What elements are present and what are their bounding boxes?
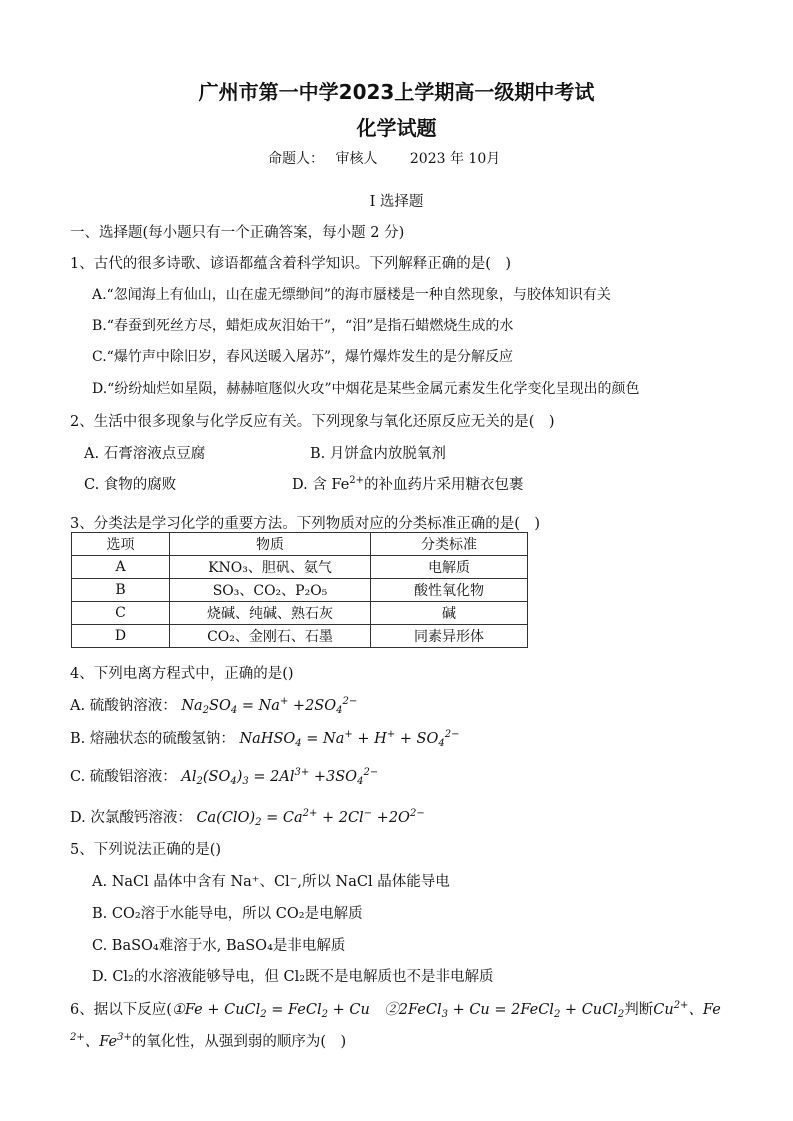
section-instruction: 一、选择题(每小题只有一个正确答案，每小题 2 分) bbox=[70, 225, 405, 241]
table-cell: CO₂、金刚石、石墨 bbox=[170, 625, 371, 648]
question-4-stem: 4、下列电离方程式中，正确的是() bbox=[70, 666, 294, 682]
table-cell: 同素异形体 bbox=[371, 625, 528, 648]
question-3-stem: 3、分类法是学习化学的重要方法。下列物质对应的分类标准正确的是( ) bbox=[70, 516, 541, 532]
question-6-line-1 bbox=[70, 998, 721, 1020]
equation-b: NaHSO$_4$ = $Na^+ + H^+ + SO_4^{2-}$ bbox=[239, 729, 460, 749]
reaction-1: ①Fe + CuCl$_2$ = FeCl$_2$ + Cu ②2FeCl$_3$ + Cu = 2FeCl$_2$ + CuCl$_2$ bbox=[171, 1002, 625, 1020]
question-1-option-c: C.“爆竹声中除旧岁，春风送暖入屠苏”，爆竹爆炸发生的是分解反应 bbox=[92, 349, 513, 365]
question-4-option-c-label: C. 硫酸铝溶液： bbox=[70, 769, 177, 785]
ion-list-2: $^{2+}$、$Fe^{3+}$ bbox=[70, 1032, 132, 1050]
question-5-option-d: D. Cl₂的水溶液能够导电，但 Cl₂既不是电解质也不是非电解质 bbox=[92, 969, 494, 985]
table-cell: C bbox=[72, 602, 170, 625]
question-2-option-d-pre: D. 含 Fe bbox=[292, 477, 350, 493]
table-row bbox=[72, 556, 528, 579]
table-cell: 烧碱、纯碱、熟石灰 bbox=[170, 602, 371, 625]
exam-title: 广州市第一中学2023上学期高一级期中考试 bbox=[198, 80, 595, 104]
question-4-option-a bbox=[70, 694, 357, 716]
question-5-option-b: B. CO₂溶于水能导电，所以 CO₂是电解质 bbox=[92, 906, 363, 922]
question-2-stem: 2、生活中很多现象与化学反应有关。下列现象与氧化还原反应无关的是( ) bbox=[70, 414, 555, 430]
table-cell: KNO₃、胆矾、氨气 bbox=[170, 556, 371, 579]
ion-list-1: $Cu^{2+}$、Fe bbox=[653, 1000, 721, 1018]
table-cell: 碱 bbox=[371, 602, 528, 625]
question-1-option-a: A.“忽闻海上有仙山，山在虚无缥缈间”的海市蜃楼是一种自然现象，与胶体知识有关 bbox=[92, 287, 611, 303]
exam-subtitle: 化学试题 bbox=[356, 116, 437, 140]
question-4-option-a-label: A. 硫酸钠溶液： bbox=[70, 698, 177, 714]
question-4-option-d bbox=[70, 806, 425, 828]
question-6-line-2-post: 的氧化性，从强到弱的顺序为( ) bbox=[131, 1034, 347, 1050]
question-2-option-d bbox=[292, 473, 524, 494]
question-4-option-b bbox=[70, 727, 460, 749]
question-5-stem: 5、下列说法正确的是() bbox=[70, 842, 222, 858]
question-2-option-a: A. 石膏溶液点豆腐 bbox=[84, 446, 206, 462]
table-header-row bbox=[72, 533, 528, 556]
table-cell: SO₃、CO₂、P₂O₅ bbox=[170, 579, 371, 602]
question-1-option-d: D.“纷纷灿烂如星陨，赫赫喧豗似火攻”中烟花是某些金属元素发生化学变化呈现出的颜色 bbox=[92, 381, 640, 397]
question-4-option-d-label: D. 次氯酸钙溶液： bbox=[70, 810, 192, 826]
question-2-option-d-post: 的补血药片采用糖衣包裹 bbox=[364, 477, 524, 493]
table-cell: B bbox=[72, 579, 170, 602]
table-row bbox=[72, 602, 528, 625]
equation-a: $Na_2SO_4 = Na^+ +2SO_4^{2-}$ bbox=[181, 696, 358, 716]
exam-meta: 命题人： 审核人 2023 年 10月 bbox=[268, 151, 501, 167]
question-2-option-c: C. 食物的腐败 bbox=[84, 477, 177, 493]
table-cell: D bbox=[72, 625, 170, 648]
table-row bbox=[72, 579, 528, 602]
table-row bbox=[72, 625, 528, 648]
table-cell: 酸性氧化物 bbox=[371, 579, 528, 602]
question-4-option-c bbox=[70, 765, 378, 787]
question-5-option-c: C. BaSO₄难溶于水, BaSO₄是非电解质 bbox=[92, 938, 346, 954]
table-cell: A bbox=[72, 556, 170, 579]
section-heading: I 选择题 bbox=[369, 194, 424, 210]
question-6-stem-pre: 6、据以下反应( bbox=[70, 1002, 172, 1018]
question-2-option-b: B. 月饼盒内放脱氧剂 bbox=[310, 446, 446, 462]
question-4-option-b-label: B. 熔融状态的硫酸氢钠： bbox=[70, 731, 235, 747]
table-cell: 电解质 bbox=[371, 556, 528, 579]
classification-table bbox=[71, 532, 528, 648]
table-header-cell: 选项 bbox=[72, 533, 170, 556]
question-6-stem-mid: 判断 bbox=[624, 1002, 654, 1018]
equation-c: $Al_2(SO_4)_3 = 2Al^{3+} +3SO_4^{2-}$ bbox=[181, 767, 379, 787]
question-6-line-2 bbox=[70, 1030, 346, 1051]
question-2-option-d-charge: 2+ bbox=[349, 475, 365, 486]
question-5-option-a: A. NaCl 晶体中含有 Na⁺、Cl⁻,所以 NaCl 晶体能导电 bbox=[92, 874, 450, 890]
equation-d: $Ca(ClO)_2 = Ca^{2+} + 2Cl^- +2O^{2-}$ bbox=[196, 808, 425, 828]
question-1-stem: 1、古代的很多诗歌、谚语都蕴含着科学知识。下列解释正确的是( ) bbox=[70, 256, 512, 272]
table-header-cell: 物质 bbox=[170, 533, 371, 556]
table-header-cell: 分类标准 bbox=[371, 533, 528, 556]
question-1-option-b: B.“春蚕到死丝方尽，蜡炬成灰泪始干”，“泪”是指石蜡燃烧生成的水 bbox=[92, 318, 514, 334]
